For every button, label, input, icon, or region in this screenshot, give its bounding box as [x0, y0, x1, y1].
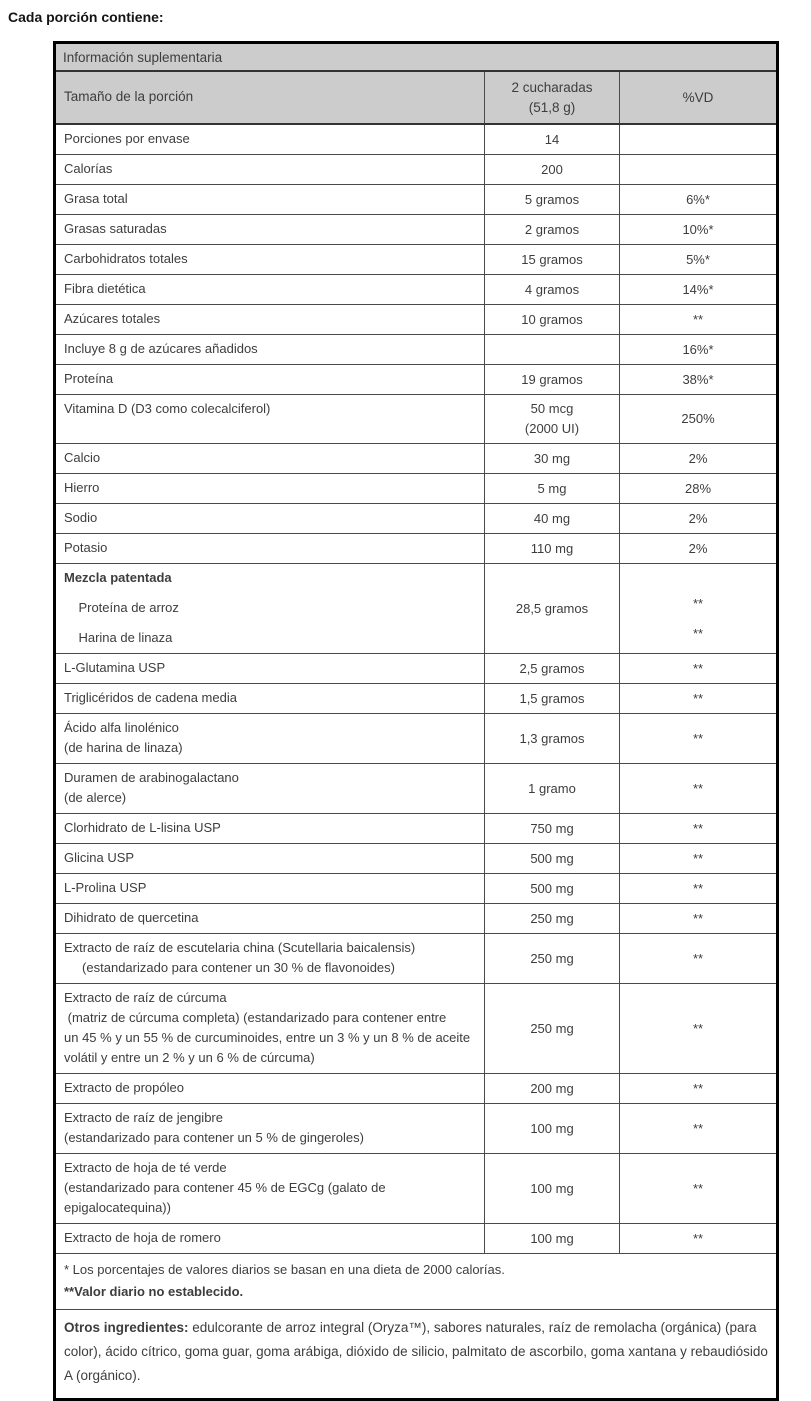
row-label-line: Sodio [64, 510, 98, 525]
row-amount-line: 200 mg [530, 1080, 574, 1096]
row-label-cell [56, 474, 485, 503]
row-dv-line: 5%* [686, 251, 710, 267]
row-amount-cell [485, 245, 620, 274]
row-dv-cell [620, 1104, 776, 1153]
row-amount-cell [485, 504, 620, 533]
row-amount-line: (2000 UI) [524, 421, 580, 436]
row-label-cell [56, 764, 485, 813]
table-row [56, 245, 776, 275]
table-row [56, 305, 776, 335]
row-label-cell [56, 395, 485, 443]
row-label-line: volátil y entre un 2 % y un 6 % de cúrcuma) [64, 1050, 315, 1065]
row-dv-cell [620, 654, 776, 683]
row-dv-line: 10%* [682, 221, 714, 237]
row-label-line: epigalocatequina)) [64, 1200, 171, 1215]
table-row [56, 215, 776, 245]
row-dv-line: ** [692, 1080, 704, 1096]
row-dv-line: 28% [684, 480, 712, 496]
row-dv-cell [620, 1074, 776, 1103]
row-label-line: Extracto de propóleo [64, 1080, 184, 1095]
row-amount-line: 100 mg [530, 1230, 574, 1246]
row-label-line: Calcio [64, 450, 101, 465]
row-dv-line: 2% [688, 450, 708, 466]
row-amount-cell [485, 335, 620, 364]
row-dv-line: ** [692, 660, 704, 676]
table-row [56, 684, 776, 714]
row-dv-line: 6%* [686, 191, 710, 207]
table-row [56, 474, 776, 504]
row-label-cell [56, 984, 485, 1073]
row-dv-line: ** [692, 1020, 704, 1036]
table-title: Información suplementaria [63, 49, 223, 65]
row-amount-line: 110 mg [530, 540, 574, 556]
row-dv-cell [620, 534, 776, 563]
row-dv-cell [620, 305, 776, 334]
row-amount-cell [485, 844, 620, 873]
row-amount-cell [485, 564, 620, 653]
row-label-cell [56, 874, 485, 903]
row-label-line: Azúcares totales [64, 311, 161, 326]
row-amount-cell [485, 874, 620, 903]
row-amount-line: 500 mg [530, 880, 574, 896]
row-amount-line: 10 gramos [521, 311, 583, 327]
row-label-cell [56, 125, 485, 154]
row-label-cell [56, 814, 485, 843]
row-amount-line: 1 gramo [528, 780, 576, 796]
row-dv-cell [620, 1224, 776, 1253]
row-label-cell [56, 1224, 485, 1253]
row-dv-cell [620, 984, 776, 1073]
row-amount-line: 1,3 gramos [519, 730, 585, 746]
table-row [56, 335, 776, 365]
row-label-cell [56, 684, 485, 713]
row-amount-cell [485, 305, 620, 334]
row-label-cell [56, 245, 485, 274]
row-dv-line: ** [692, 1180, 704, 1196]
row-label-line: Extracto de raíz de escutelaria china (Scutellaria baicalensis) [64, 940, 416, 955]
row-dv-line: ** [692, 880, 704, 896]
row-label-line: Proteína [64, 371, 114, 386]
row-label-line: Proteína de arroz [64, 600, 179, 615]
row-amount-line: 5 gramos [524, 191, 580, 207]
row-amount-line: 500 mg [530, 850, 574, 866]
table-title-row [56, 44, 776, 72]
row-label-line: Fibra dietética [64, 281, 146, 296]
row-dv-cell [620, 395, 776, 443]
row-amount-line: 1,5 gramos [519, 690, 585, 706]
row-amount-cell [485, 684, 620, 713]
serving-amount-line-1: 2 cucharadas [511, 79, 593, 95]
table-row [56, 564, 776, 654]
row-label-line: Extracto de raíz de cúrcuma [64, 990, 227, 1005]
row-amount-cell [485, 215, 620, 244]
row-amount-cell [485, 395, 620, 443]
row-amount-line: 30 mg [533, 450, 571, 466]
row-amount-cell [485, 714, 620, 763]
footnote-line-1: * Los porcentajes de valores diarios se basan en una dieta de 2000 calorías. [64, 1262, 505, 1277]
row-label-line: Triglicéridos de cadena media [64, 690, 237, 705]
row-label-line: Potasio [64, 540, 108, 555]
row-amount-cell [485, 534, 620, 563]
row-dv-line: 2% [688, 540, 708, 556]
row-amount-line: 28,5 gramos [515, 600, 589, 616]
row-label-cell [56, 1154, 485, 1223]
row-label-line: Dihidrato de quercetina [64, 910, 199, 925]
row-label-cell [56, 275, 485, 304]
table-row [56, 714, 776, 764]
row-dv-line: ** [692, 596, 704, 611]
row-label-line: (estandarizado para contener un 30 % de flavonoides) [64, 960, 395, 975]
row-dv-cell [620, 844, 776, 873]
row-label-line: un 45 % y un 55 % de curcuminoides, entre un 3 % y un 8 % de aceite [64, 1030, 471, 1045]
row-dv-cell [620, 335, 776, 364]
row-dv-cell [620, 474, 776, 503]
row-dv-cell [620, 365, 776, 394]
row-dv-cell [620, 275, 776, 304]
row-label-line: Ácido alfa linolénico [64, 720, 179, 735]
header-serving-size-cell [56, 72, 485, 123]
row-amount-line: 2 gramos [524, 221, 580, 237]
table-row [56, 1224, 776, 1254]
row-label-line: Carbohidratos totales [64, 251, 188, 266]
row-dv-line: ** [692, 1230, 704, 1246]
row-dv-cell [620, 1154, 776, 1223]
row-amount-cell [485, 474, 620, 503]
table-body [56, 125, 776, 1254]
row-dv-line: 2% [688, 510, 708, 526]
table-row [56, 1074, 776, 1104]
row-label-cell [56, 534, 485, 563]
table-header-row [56, 72, 776, 125]
row-dv-cell [620, 684, 776, 713]
row-label-line: Grasa total [64, 191, 128, 206]
table-row [56, 934, 776, 984]
row-label-line: Grasas saturadas [64, 221, 167, 236]
row-amount-cell [485, 155, 620, 184]
serving-size-label: Tamaño de la porción [64, 89, 194, 104]
dv-header-label: %VD [682, 89, 714, 105]
row-dv-line: ** [692, 820, 704, 836]
row-amount-cell [485, 1104, 620, 1153]
row-amount-line: 15 gramos [521, 251, 583, 267]
row-label-cell [56, 365, 485, 394]
row-dv-line: ** [692, 690, 704, 706]
row-label-line: Mezcla patentada [64, 570, 172, 585]
row-amount-cell [485, 764, 620, 813]
row-amount-cell [485, 654, 620, 683]
row-dv-cell [620, 215, 776, 244]
row-dv-cell [620, 904, 776, 933]
row-amount-line: 50 mcg [530, 401, 574, 416]
row-label-cell [56, 215, 485, 244]
table-row [56, 844, 776, 874]
row-amount-cell [485, 1224, 620, 1253]
row-amount-cell [485, 444, 620, 473]
header-amount-cell [485, 72, 620, 123]
table-row [56, 1154, 776, 1224]
row-dv-cell [620, 814, 776, 843]
row-label-cell [56, 714, 485, 763]
row-amount-line: 100 mg [530, 1120, 574, 1136]
row-label-line: Harina de linaza [64, 630, 173, 645]
table-row [56, 1104, 776, 1154]
row-dv-line: ** [692, 730, 704, 746]
row-label-cell [56, 654, 485, 683]
row-amount-line: 100 mg [530, 1180, 574, 1196]
table-row [56, 395, 776, 444]
row-amount-line: 5 mg [537, 480, 567, 496]
row-label-line: Extracto de hoja de romero [64, 1230, 221, 1245]
row-amount-cell [485, 1154, 620, 1223]
row-dv-cell [620, 444, 776, 473]
row-amount-cell [485, 934, 620, 983]
serving-amount-line-2: (51,8 g) [528, 99, 576, 115]
row-label-line: Extracto de raíz de jengibre [64, 1110, 223, 1125]
row-label-line: Incluye 8 g de azúcares añadidos [64, 341, 258, 356]
row-label-cell [56, 155, 485, 184]
table-row [56, 904, 776, 934]
row-dv-line: ** [692, 780, 704, 796]
footnote-row [56, 1254, 776, 1310]
row-label-line: Glicina USP [64, 850, 135, 865]
table-row [56, 534, 776, 564]
other-ingredients-text: edulcorante de arroz integral (Oryza™), sabores naturales, raíz de remolacha (orgánica) (para color), ácido cítrico, goma guar, goma arábiga, dióxido de silicio, palmitato de ascorbilo, goma xantana y rebaudiósido A (orgánico). [64, 1320, 768, 1383]
table-row [56, 185, 776, 215]
row-label-line: (estandarizado para contener 45 % de EGCg (galato de [64, 1180, 386, 1195]
row-label-line: (matriz de cúrcuma completa) (estandarizado para contener entre [64, 1010, 447, 1025]
row-label-cell [56, 444, 485, 473]
row-dv-cell [620, 185, 776, 214]
row-dv-cell [620, 714, 776, 763]
row-dv-line: 250% [681, 411, 715, 426]
row-label-cell [56, 564, 485, 653]
row-dv-line: 14%* [682, 281, 714, 297]
row-dv-cell [620, 504, 776, 533]
row-dv-cell [620, 764, 776, 813]
row-amount-line: 40 mg [533, 510, 571, 526]
row-amount-cell [485, 984, 620, 1073]
row-amount-line: 250 mg [530, 950, 574, 966]
table-row [56, 654, 776, 684]
row-amount-cell [485, 275, 620, 304]
row-dv-line: ** [692, 626, 704, 641]
row-label-cell [56, 1074, 485, 1103]
supplement-facts-table [53, 41, 779, 1401]
row-amount-line: 14 [544, 131, 560, 147]
table-row [56, 984, 776, 1074]
row-dv-cell [620, 245, 776, 274]
row-label-line: Hierro [64, 480, 100, 495]
header-dv-cell [620, 72, 776, 123]
row-dv-line: ** [692, 910, 704, 926]
row-amount-line: 250 mg [530, 910, 574, 926]
row-dv-cell [620, 934, 776, 983]
row-amount-line: 4 gramos [524, 281, 580, 297]
table-row [56, 275, 776, 305]
row-amount-line: 250 mg [530, 1020, 574, 1036]
row-amount-cell [485, 814, 620, 843]
table-row [56, 814, 776, 844]
row-dv-line: ** [692, 311, 704, 327]
row-label-cell [56, 904, 485, 933]
row-label-cell [56, 504, 485, 533]
row-label-cell [56, 1104, 485, 1153]
row-label-cell [56, 305, 485, 334]
table-row [56, 764, 776, 814]
row-amount-line: 200 [541, 161, 563, 177]
row-label-line: (estandarizado para contener un 5 % de gingeroles) [64, 1130, 364, 1145]
row-dv-line: ** [692, 1120, 704, 1136]
row-label-line: Duramen de arabinogalactano [64, 770, 239, 785]
row-dv-cell [620, 874, 776, 903]
table-row [56, 365, 776, 395]
row-amount-cell [485, 125, 620, 154]
row-amount-cell [485, 365, 620, 394]
row-label-line: (de harina de linaza) [64, 740, 183, 755]
row-label-line: Clorhidrato de L-lisina USP [64, 820, 221, 835]
row-label-cell [56, 844, 485, 873]
row-label-line: L-Glutamina USP [64, 660, 166, 675]
row-amount-line: 750 mg [530, 820, 574, 836]
row-amount-line: 19 gramos [521, 371, 583, 387]
row-amount-cell [485, 1074, 620, 1103]
footnote-line-2: **Valor diario no establecido. [64, 1284, 244, 1299]
row-dv-cell [620, 564, 776, 653]
row-dv-line: 16%* [682, 341, 714, 357]
row-label-line: Calorías [64, 161, 113, 176]
row-label-line: L-Prolina USP [64, 880, 147, 895]
table-row [56, 125, 776, 155]
row-label-line: (de alerce) [64, 790, 127, 805]
row-dv-cell [620, 125, 776, 154]
row-label-cell [56, 185, 485, 214]
row-dv-line: ** [692, 850, 704, 866]
table-row [56, 444, 776, 474]
row-amount-cell [485, 904, 620, 933]
other-ingredients-row [56, 1310, 776, 1398]
other-ingredients-label: Otros ingredientes: [64, 1320, 189, 1335]
table-row [56, 155, 776, 185]
page-title: Cada porción contiene: [8, 9, 164, 25]
row-label-line: Porciones por envase [64, 131, 190, 146]
row-label-line: Vitamina D (D3 como colecalciferol) [64, 401, 271, 416]
row-dv-line: 38%* [682, 371, 714, 387]
row-label-cell [56, 934, 485, 983]
row-dv-line: ** [692, 950, 704, 966]
row-amount-cell [485, 185, 620, 214]
row-label-cell [56, 335, 485, 364]
row-amount-line: 2,5 gramos [519, 660, 585, 676]
row-dv-cell [620, 155, 776, 184]
table-row [56, 504, 776, 534]
row-label-line: Extracto de hoja de té verde [64, 1160, 227, 1175]
table-row [56, 874, 776, 904]
